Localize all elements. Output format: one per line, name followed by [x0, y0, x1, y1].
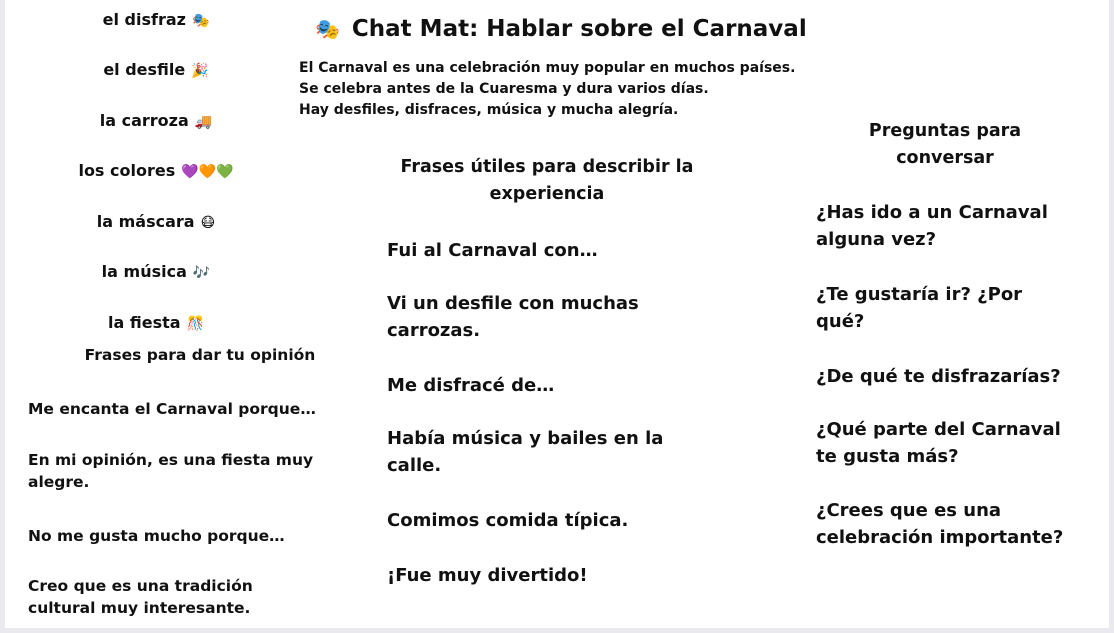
- phrases-heading: Frases útiles para describir la experiencia: [400, 157, 694, 204]
- vocab-item: [26, 212, 286, 231]
- vocab-item: [26, 60, 286, 79]
- phrase-item: ¡Fue muy divertido!: [387, 565, 588, 586]
- phrase-item: Había música y bailes en la calle.: [387, 428, 664, 476]
- opinion-item: Creo que es una tradición cultural muy interesante.: [28, 577, 253, 617]
- phrase-item: Me disfracé de…: [387, 375, 555, 396]
- vocab-item: [26, 262, 286, 281]
- intro-line: Hay desfiles, disfraces, música y mucha alegría.: [299, 102, 679, 118]
- vocab-item: [26, 111, 286, 130]
- phrase-item: Fui al Carnaval con…: [387, 240, 598, 261]
- theater-masks-icon: 🎭: [191, 13, 210, 29]
- vocab-word: la carroza: [99, 111, 189, 130]
- phrase-item: Vi un desfile con muchas carrozas.: [387, 293, 639, 341]
- vocab-word: el disfraz: [102, 10, 186, 29]
- vocab-word: la fiesta: [108, 313, 181, 332]
- chat-mat-page: [5, 0, 1109, 628]
- vocab-item: [26, 10, 286, 29]
- intro-text: [299, 58, 859, 121]
- questions-heading: Preguntas para conversar: [868, 121, 1022, 168]
- intro-line: El Carnaval es una celebración muy popular en muchos países.: [299, 60, 796, 76]
- theater-masks-icon: 🎭: [315, 17, 340, 41]
- truck-icon: 🚚: [194, 114, 213, 130]
- mask-face-icon: 😷: [200, 215, 216, 231]
- question-item: ¿Has ido a un Carnaval alguna vez?: [816, 202, 1048, 250]
- opinion-heading: Frases para dar tu opinión: [84, 346, 316, 364]
- question-item: ¿Crees que es una celebración importante?: [816, 500, 1064, 548]
- vocab-word: la máscara: [96, 212, 195, 231]
- question-item: ¿De qué te disfrazarías?: [816, 366, 1061, 387]
- vocab-word: la música: [101, 262, 187, 281]
- page-title-text: Chat Mat: Hablar sobre el Carnaval: [351, 16, 807, 42]
- opinion-item: No me gusta mucho porque…: [28, 527, 285, 545]
- party-popper-icon: 🎉: [191, 63, 209, 79]
- page-title: [315, 16, 807, 42]
- opinion-item: En mi opinión, es una fiesta muy alegre.: [28, 451, 314, 491]
- question-item: ¿Qué parte del Carnaval te gusta más?: [816, 419, 1061, 467]
- intro-line: Se celebra antes de la Cuaresma y dura varios días.: [299, 81, 709, 97]
- vocab-item: [26, 313, 286, 332]
- question-item: ¿Te gustaría ir? ¿Por qué?: [816, 284, 1023, 332]
- vocab-item: [26, 161, 286, 180]
- phrase-item: Comimos comida típica.: [387, 510, 629, 531]
- hearts-icon: 💜🧡💚: [181, 164, 234, 180]
- vocab-word: los colores: [78, 161, 176, 180]
- confetti-ball-icon: 🎊: [186, 316, 204, 332]
- vocab-word: el desfile: [103, 60, 186, 79]
- opinion-item: Me encanta el Carnaval porque…: [28, 400, 316, 418]
- music-notes-icon: 🎶: [192, 265, 211, 281]
